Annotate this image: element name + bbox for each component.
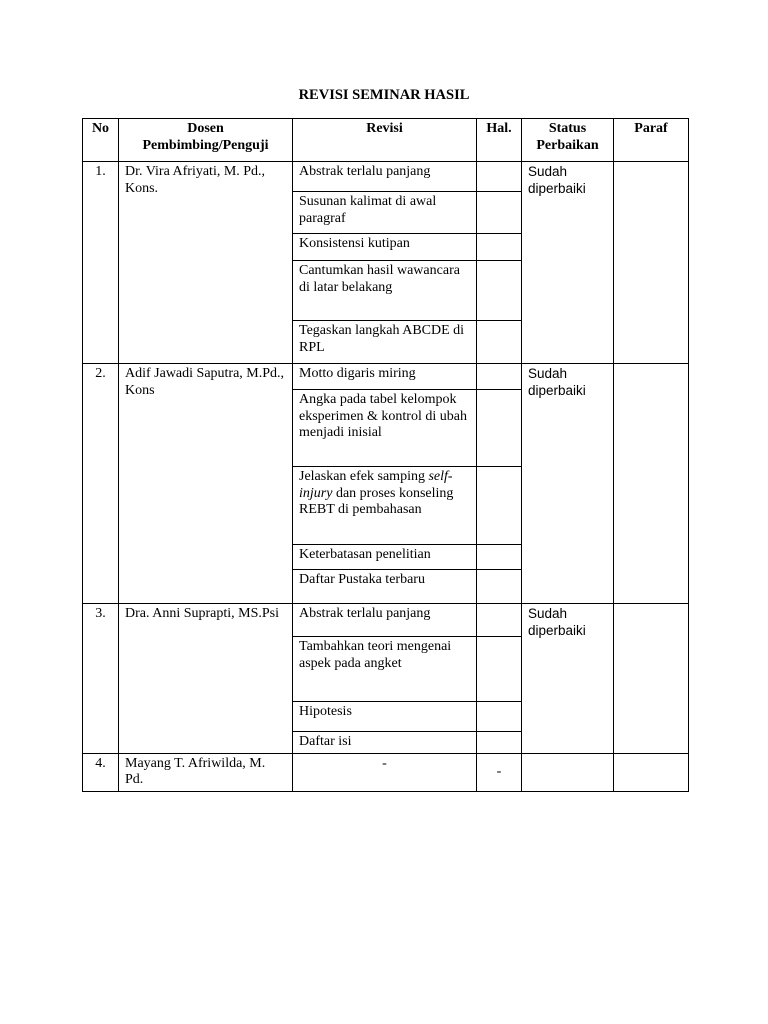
- page-cell: [477, 545, 522, 570]
- revision-item: Angka pada tabel kelompok eksperimen & kontrol di ubah menjadi inisial: [293, 390, 477, 467]
- header-status: Status Perbaikan: [522, 119, 614, 162]
- revision-item: Cantumkan hasil wawancara di latar belakang: [293, 261, 477, 321]
- revision-item: [293, 467, 477, 545]
- header-hal: Hal.: [477, 119, 522, 162]
- table-row: [83, 364, 689, 390]
- page-cell: -: [477, 753, 522, 791]
- header-dosen: Dosen Pembimbing/Penguji: [119, 119, 293, 162]
- header-row: [83, 119, 689, 162]
- row-number: 1.: [83, 162, 119, 364]
- page-cell: [477, 702, 522, 732]
- signature-cell: [614, 604, 689, 754]
- revision-text-italic: self-injury: [299, 469, 453, 501]
- revision-item: Motto digaris miring: [293, 364, 477, 390]
- page-cell: [477, 192, 522, 234]
- table-row: [83, 604, 689, 637]
- document-title: REVISI SEMINAR HASIL: [298, 87, 470, 103]
- revision-item: -: [293, 753, 477, 791]
- revision-item: Daftar isi: [293, 732, 477, 754]
- status-text: [522, 753, 614, 791]
- row-number: 3.: [83, 604, 119, 754]
- table-row: [83, 162, 689, 192]
- lecturer-name: Dra. Anni Suprapti, MS.Psi: [119, 604, 293, 754]
- revision-text-after: dan proses konseling REBT di pembahasan: [299, 485, 454, 517]
- row-number: 4.: [83, 753, 119, 791]
- revision-item: Abstrak terlalu panjang: [293, 604, 477, 637]
- header-no: No: [83, 119, 119, 162]
- revision-item: Abstrak terlalu panjang: [293, 162, 477, 192]
- signature-cell: [614, 364, 689, 604]
- lecturer-name: Dr. Vira Afriyati, M. Pd., Kons.: [119, 162, 293, 364]
- signature-cell: [614, 753, 689, 791]
- revision-item: Keterbatasan penelitian: [293, 545, 477, 570]
- header-paraf: Paraf: [614, 119, 689, 162]
- page-cell: [477, 637, 522, 702]
- lecturer-name: Adif Jawadi Saputra, M.Pd., Kons: [119, 364, 293, 604]
- page-cell: [477, 390, 522, 467]
- revision-item: Konsistensi kutipan: [293, 234, 477, 261]
- page-cell: [477, 261, 522, 321]
- page-cell: [477, 234, 522, 261]
- status-text: Sudah diperbaiki: [522, 162, 614, 364]
- page-cell: [477, 321, 522, 364]
- revision-text-before: Jelaskan efek samping: [299, 469, 429, 484]
- table-row: [83, 753, 689, 791]
- revision-item: Hipotesis: [293, 702, 477, 732]
- signature-cell: [614, 162, 689, 364]
- revision-item: Tegaskan langkah ABCDE di RPL: [293, 321, 477, 364]
- lecturer-name: Mayang T. Afriwilda, M. Pd.: [119, 753, 293, 791]
- status-text: Sudah diperbaiki: [522, 604, 614, 754]
- page-cell: [477, 467, 522, 545]
- page-cell: [477, 162, 522, 192]
- status-text: Sudah diperbaiki: [522, 364, 614, 604]
- page-cell: [477, 570, 522, 604]
- page-cell: [477, 732, 522, 754]
- header-revisi: Revisi: [293, 119, 477, 162]
- row-number: 2.: [83, 364, 119, 604]
- revision-item: Susunan kalimat di awal paragraf: [293, 192, 477, 234]
- revision-item: Daftar Pustaka terbaru: [293, 570, 477, 604]
- page-cell: [477, 364, 522, 390]
- revision-item: Tambahkan teori mengenai aspek pada angket: [293, 637, 477, 702]
- revision-table: [82, 118, 689, 792]
- page-cell: [477, 604, 522, 637]
